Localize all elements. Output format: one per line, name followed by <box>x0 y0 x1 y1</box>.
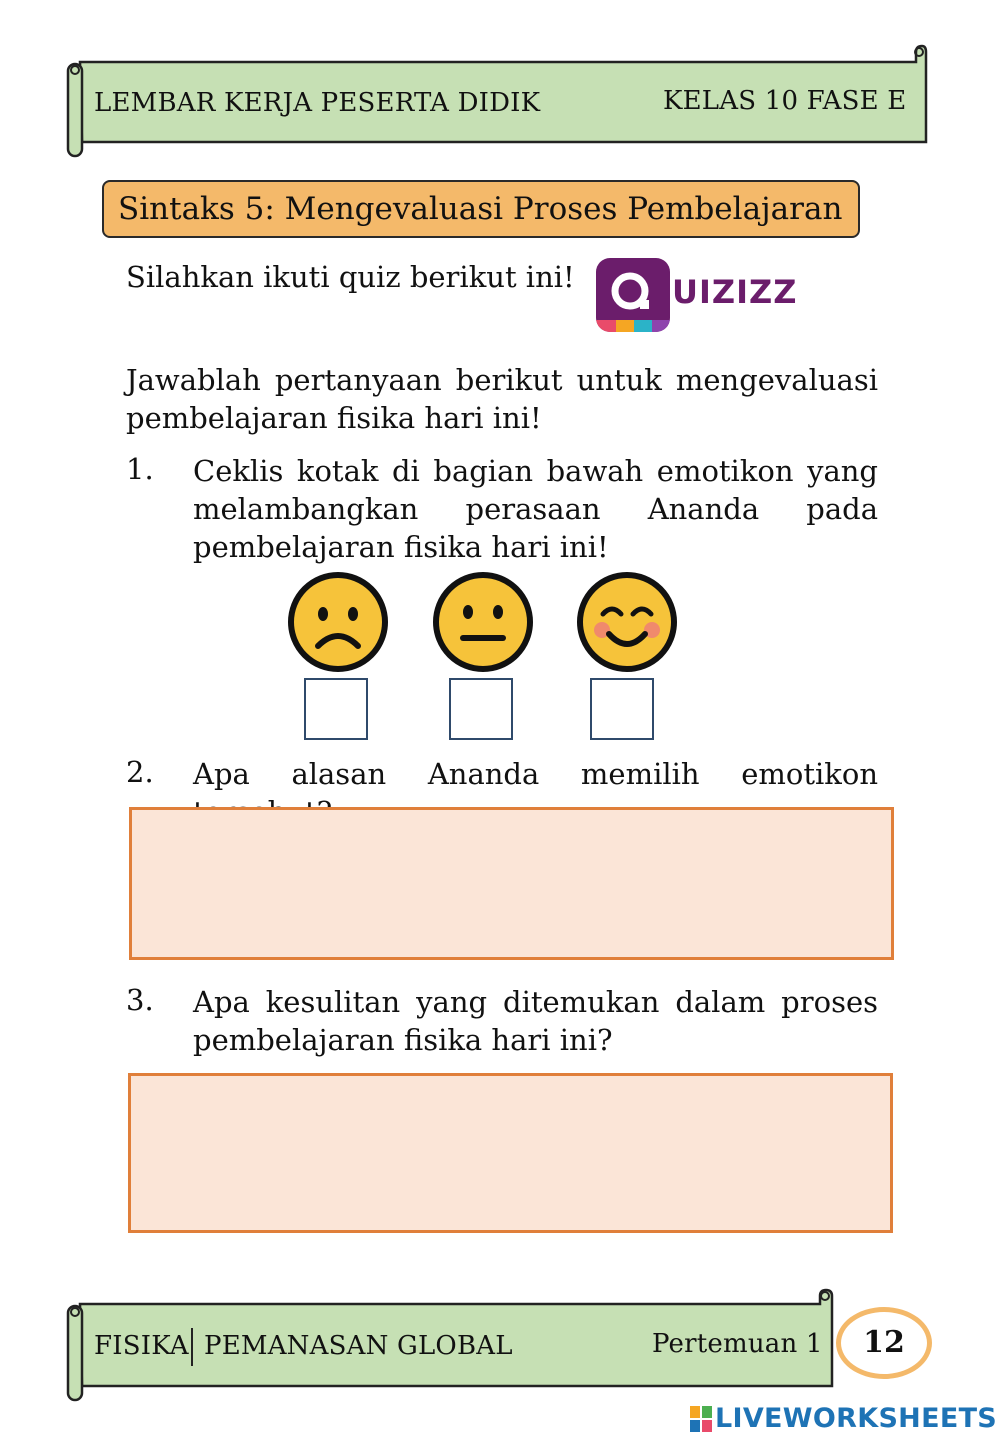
liveworksheets-watermark[interactable]: LIVEWORKSHEETS <box>715 1403 998 1434</box>
question-2-answer-box[interactable] <box>129 807 894 960</box>
smiling-face-icon <box>575 570 679 674</box>
section-title: Sintaks 5: Mengevaluasi Proses Pembelajaran <box>118 191 843 227</box>
smiling-face-checkbox[interactable] <box>590 678 654 740</box>
question-2-number: 2. <box>126 755 154 789</box>
sad-face-icon <box>286 570 390 674</box>
question-3-number: 3. <box>126 983 154 1017</box>
question-3-text: Apa kesulitan yang ditemukan dalam proses pembelajaran fisika hari ini? <box>193 985 878 1057</box>
footer-subject: FISIKA <box>94 1331 189 1361</box>
question-1-number: 1. <box>126 452 154 486</box>
neutral-face-icon <box>431 570 535 674</box>
page-number: 12 <box>863 1325 905 1360</box>
footer-meeting: Pertemuan 1 <box>652 1329 823 1359</box>
section-title-box <box>102 180 860 238</box>
header-left-title: LEMBAR KERJA PESERTA DIDIK <box>94 88 541 118</box>
question-2-text: Apa alasan Ananda memilih emotikon <box>193 757 878 791</box>
quizizz-logo-text: UIZIZZ <box>672 273 798 311</box>
question-1-text: Ceklis kotak di bagian bawah emotikon yang melambangkan perasaan Ananda pada pembelajaran fisika hari ini! <box>193 454 878 564</box>
header-scroll-banner <box>0 0 1000 170</box>
quizizz-logo-icon[interactable] <box>596 258 670 332</box>
quiz-instruction: Silahkan ikuti quiz berikut ini! <box>126 260 575 294</box>
sad-face-checkbox[interactable] <box>304 678 368 740</box>
liveworksheets-logo-icon <box>690 1406 712 1432</box>
neutral-face-checkbox[interactable] <box>449 678 513 740</box>
question-3-answer-box[interactable] <box>128 1073 893 1233</box>
page-number-badge <box>836 1307 932 1379</box>
footer-topic: PEMANASAN GLOBAL <box>204 1331 513 1361</box>
header-right-title: KELAS 10 FASE E <box>663 86 907 116</box>
intro-paragraph: Jawablah pertanyaan berikut untuk mengevaluasi pembelajaran fisika hari ini! <box>126 363 878 435</box>
